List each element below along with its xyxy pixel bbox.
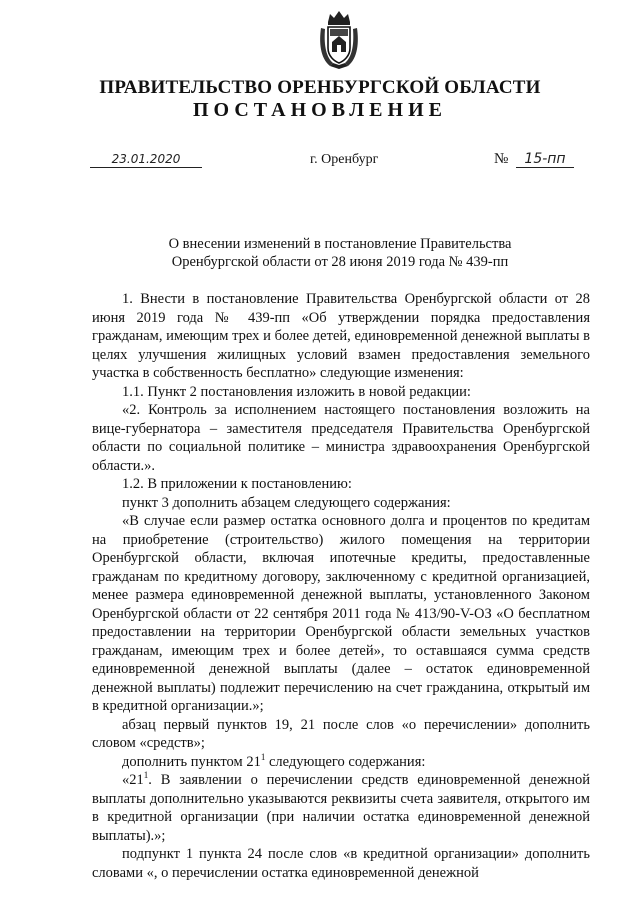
document-number-label: № [494, 151, 509, 167]
paragraph [92, 753, 590, 772]
document-subject [90, 235, 590, 271]
document-city: г. Оренбург [310, 152, 379, 167]
orenburg-coat-of-arms-icon [318, 8, 360, 70]
paragraph: 1.2. В приложении к постановлению: [122, 476, 352, 492]
document-date: 23.01.2020 [90, 152, 202, 168]
paragraph: «2. Контроль за исполнением настоящего постановления возложить на вице-губернатора – заместителя председателя Правительства Оренбургской области по социальной политике – министра здравоохранения Оренбургской области.». [92, 402, 590, 474]
text-run: «21 [122, 772, 144, 788]
superscript: 1 [143, 770, 149, 781]
superscript: 1 [260, 751, 266, 762]
paragraph: абзац первый пунктов 19, 21 после слов «о перечислении» дополнить словом «средств»; [92, 716, 590, 751]
document-body [92, 290, 590, 882]
paragraph: 1. Внести в постановление Правительства Оренбургской области от 28 июня 2019 года № 439-пп «Об утверждении порядка предоставления гражданам, имеющим трех и более детей, единовременной денежной выплаты в целях улучшения жилищных условий взамен предоставления земельного участка в собственность бесплатно» следующие изменения: [92, 291, 590, 381]
document-type-heading: ПОСТАНОВЛЕНИЕ [193, 99, 447, 121]
paragraph: «В случае если размер остатка основного долга и процентов по кредитам на приобретение (строительство) жилого помещения на территории Оренбургской области, включая ипотечные кредиты, предоставленные гражданам по кредитному договору, заключенному с кредитной организацией, менее размера единовременной денежной выплаты, установленного Законом Оренбургской области от 22 сентября 2011 года № 413/90-V-ОЗ «О бесплатном предоставлении на территории Оренбургской области земельных участков гражданам, имеющим трех и более детей», то оставшаяся сумма средств единовременной денежной выплаты (далее – остаток единовременной денежной выплаты) подлежит перечислению на счет гражданина, открытый им в кредитной организации.»; [92, 513, 590, 714]
organization-title: ПРАВИТЕЛЬСТВО ОРЕНБУРГСКОЙ ОБЛАСТИ [99, 77, 541, 98]
paragraph: пункт 3 дополнить абзацем следующего содержания: [122, 494, 451, 511]
text-run: . В заявлении о перечислении средств единовременной денежной выплаты дополнительно указываются реквизиты счета заявителя, открытого им в кредитной организации (при наличии остатка единовременной денежной выплаты).»; [92, 772, 590, 844]
document-number: 15-пп [516, 151, 574, 168]
paragraph: 1.1. Пункт 2 постановления изложить в новой редакции: [122, 383, 471, 400]
text-run: дополнить пунктом 21 [122, 753, 261, 770]
text-run: следующего содержания: [265, 753, 426, 770]
paragraph: подпункт 1 пункта 24 после слов «в кредитной организации» дополнить словами «, о перечислении остатка единовременной денежной [92, 846, 590, 881]
paragraph [92, 771, 590, 845]
subject-line: Оренбургской области от 28 июня 2019 года № 439-пп [171, 254, 509, 270]
subject-line: О внесении изменений в постановление Правительства [168, 236, 512, 252]
